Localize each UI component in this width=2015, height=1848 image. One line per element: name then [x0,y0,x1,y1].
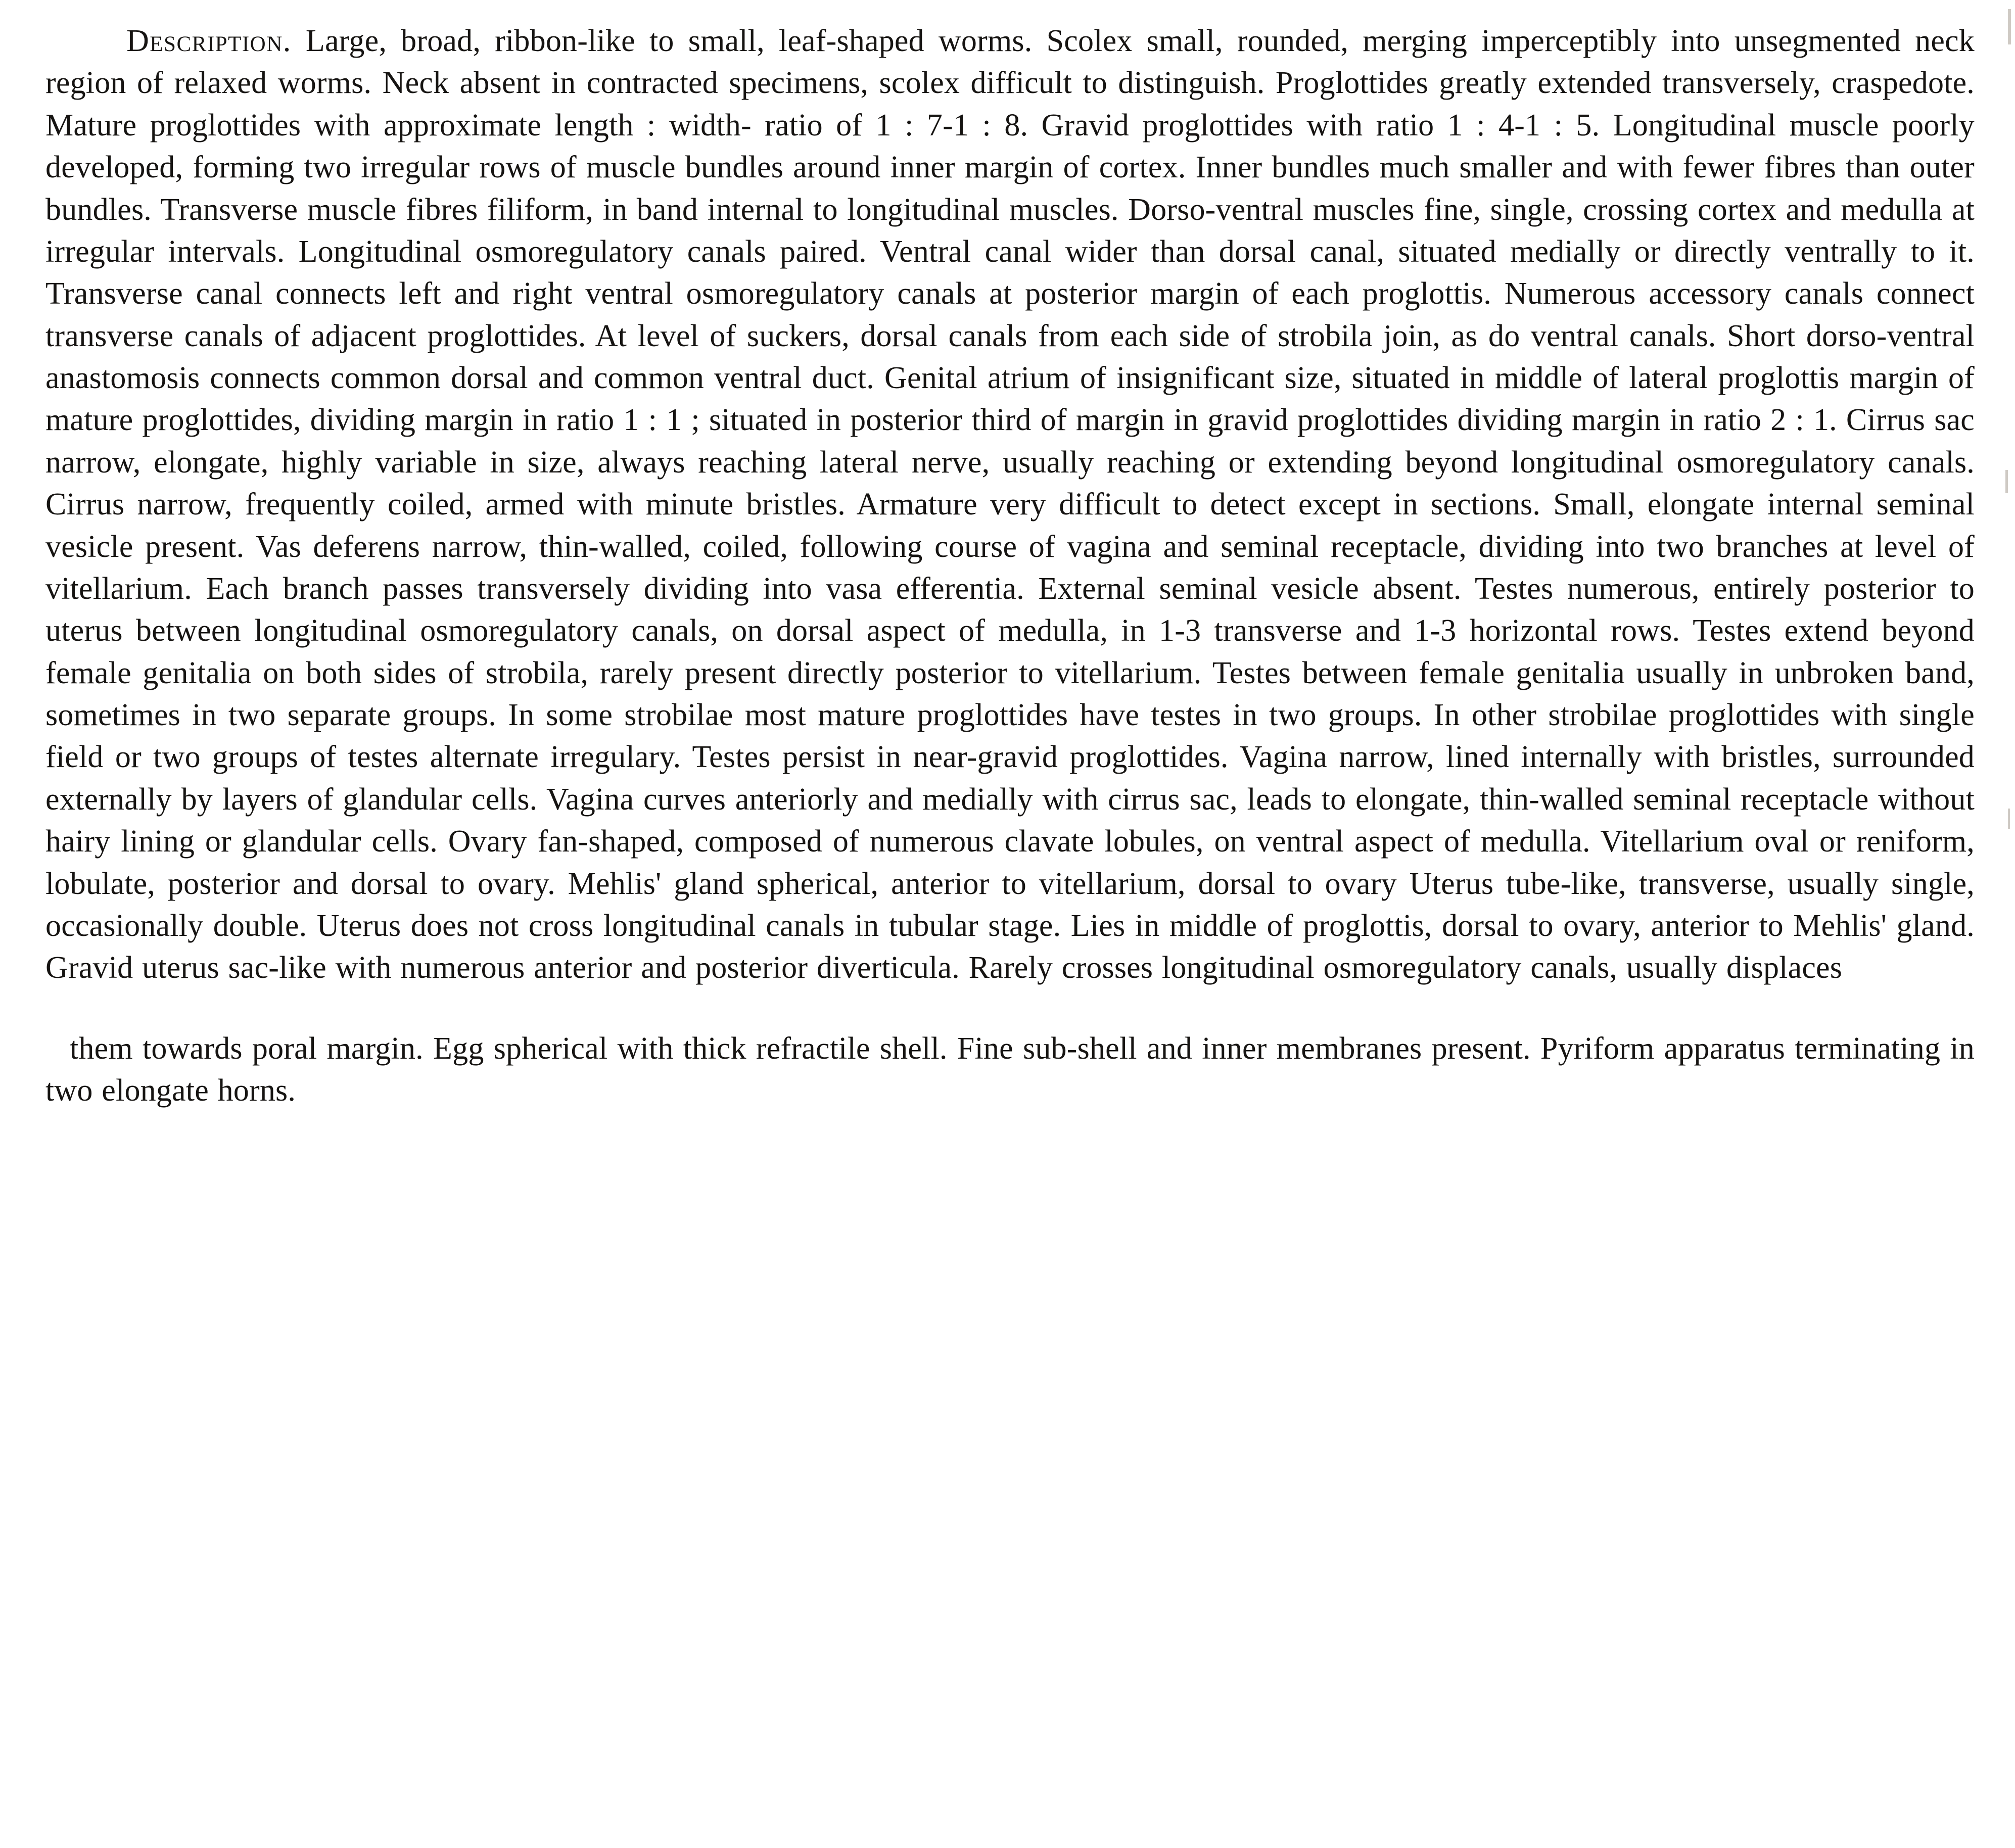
scan-artifact-mark [2008,809,2010,829]
description-body-text: Large, broad, ribbon-like to small, leaf-shaped worms. Scolex small, rounded, merging imperceptibly into unsegmented neck region of relaxed worms. Neck absent in contracted specimens, scolex difficult to distinguish. Proglottides greatly extended transversely, craspedote. Mature proglottides with approximate length : width- ratio of 1 : 7-1 : 8. Gravid proglottides with ratio 1 : 4-1 : 5. Longitudinal muscle poorly developed, forming two irregular rows of muscle bundles around inner margin of cortex. Inner bundles much smaller and with fewer fibres than outer bundles. Transverse muscle fibres filiform, in band internal to longitudinal muscles. Dorso-ventral muscles fine, single, crossing cortex and medulla at irregular intervals. Longitudinal osmoregulatory canals paired. Ventral canal wider than dorsal canal, situated medially or directly ventrally to it. Transverse canal connects left and right ventral osmoregulatory canals at posterior margin of each proglottis. Numerous accessory canals connect transverse canals of adjacent proglottides. At level of suckers, dorsal canals from each side of strobila join, as do ventral canals. Short dorso-ventral anastomosis connects common dorsal and common ventral duct. Genital atrium of insignificant size, situated in middle of lateral proglottis margin of mature proglottides, dividing margin in ratio 1 : 1 ; situated in posterior third of margin in gravid proglottides dividing margin in ratio 2 : 1. Cirrus sac narrow, elongate, highly variable in size, always reaching lateral nerve, usually reaching or extending beyond longitudinal osmoregulatory canals. Cirrus narrow, frequently coiled, armed with minute bristles. Armature very difficult to detect except in sections. Small, elongate internal seminal vesicle present. Vas deferens narrow, thin-walled, coiled, following course of vagina and seminal receptacle, dividing into two branches at level of vitellarium. Each branch passes transversely dividing into vasa efferentia. External seminal vesicle absent. Testes numerous, entirely posterior to uterus between longitudinal osmoregulatory canals, on dorsal aspect of medulla, in 1-3 transverse and 1-3 horizontal rows. Testes extend beyond female genitalia on both sides of strobila, rarely present directly posterior to vitellarium. Testes between female genitalia usually in unbroken band, sometimes in two separate groups. In some strobilae most mature proglottides have testes in two groups. In other strobilae proglottides with single field or two groups of testes alternate irregulary. Testes persist in near-gravid proglottides. Vagina narrow, lined internally with bristles, surrounded externally by layers of glandular cells. Vagina curves anteriorly and medially with cirrus sac, leads to elongate, thin-walled seminal receptacle without hairy lining or glandular cells. Ovary fan-shaped, composed of numerous clavate lobules, on ventral aspect of medulla. Vitellarium oval or reniform, lobulate, posterior and dorsal to ovary. Mehlis' gland spherical, anterior to vitellarium, dorsal to ovary Uterus tube-like, transverse, usually single, occasionally double. Uterus does not cross longitudinal canals in tubular stage. Lies in middle of proglottis, dorsal to ovary, anterior to Mehlis' gland. Gravid uterus sac-like with numerous anterior and posterior diverticula. Rarely crosses longitudinal osmoregulatory canals, usually displaces [45,24,1975,985]
section-label: Description. [126,24,292,58]
continuation-paragraph [45,1028,1975,1112]
scan-artifact-mark [2005,470,2008,493]
continuation-body-text: them towards poral margin. Egg spherical with thick refractile shell. Fine sub-shell and inner membranes present. Pyriform apparatus terminating in two elongate horns. [45,1031,1975,1108]
scan-artifact-mark [2008,9,2011,44]
description-paragraph [45,20,1975,989]
